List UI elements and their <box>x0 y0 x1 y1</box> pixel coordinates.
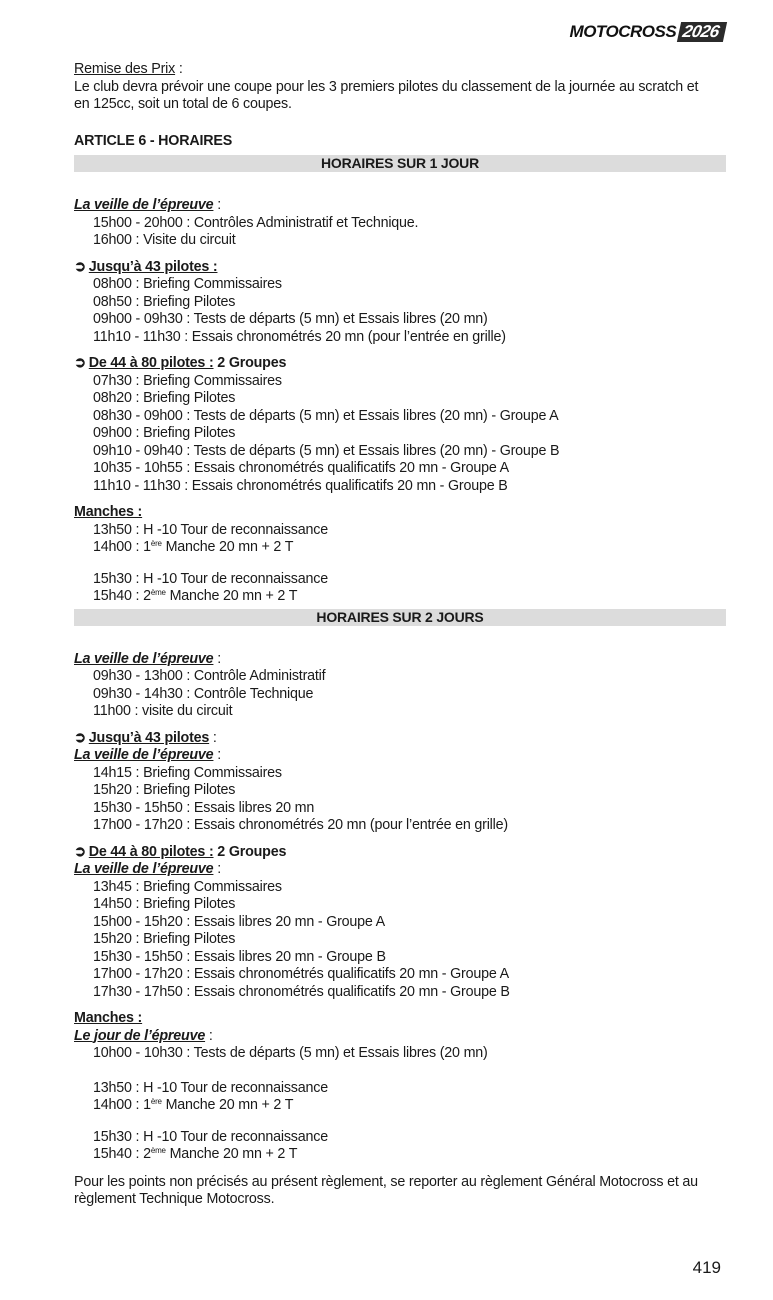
list-item: 07h30 : Briefing Commissaires <box>93 372 282 389</box>
manches-label: Manches : <box>74 1010 143 1026</box>
list-item: 15h20 : Briefing Pilotes <box>93 931 236 947</box>
group1-label: Jusqu’à 43 pilotes <box>88 729 210 746</box>
prize-text-1: Le club devra prévoir une coupe pour les 3 premiers pilotes du classement de la journée au scratch et <box>74 78 699 95</box>
list-item: 09h30 - 13h00 : Contrôle Administratif <box>93 668 326 684</box>
day2-group1-list <box>74 765 726 835</box>
list-item: 08h20 : Briefing Pilotes <box>93 390 236 406</box>
list-item: 10h35 - 10h55 : Essais chronométrés qualificatifs 20 mn - Groupe A <box>93 460 509 476</box>
article-title: ARTICLE 6 - HORAIRES <box>74 132 233 149</box>
day2-group2-list <box>74 879 726 1002</box>
list-item: 09h10 - 09h40 : Tests de départs (5 mn) et Essais libres (20 mn) - Groupe B <box>93 442 560 459</box>
arrow-icon: ➲ <box>74 843 86 860</box>
list-item: 15h30 - 15h50 : Essais libres 20 mn - Groupe B <box>93 948 386 965</box>
list-item: 08h50 : Briefing Pilotes <box>93 293 236 310</box>
list-item: 14h15 : Briefing Commissaires <box>93 764 282 781</box>
day1-group2-list <box>74 373 726 496</box>
list-item: 15h30 : H -10 Tour de reconnaissance <box>93 570 328 587</box>
day2-manches-list <box>74 1045 726 1164</box>
prize-section: Remise des Prix : <box>74 61 183 77</box>
list-item: 15h30 - 15h50 : Essais libres 20 mn <box>93 799 315 816</box>
arrow-icon: ➲ <box>74 729 86 746</box>
list-item: 14h00 : 1ère Manche 20 mn + 2 T <box>93 539 294 555</box>
list-item: 09h00 - 09h30 : Tests de départs (5 mn) et Essais libres (20 mn) <box>93 311 488 327</box>
day1-veille-list <box>74 215 726 250</box>
list-item: 15h30 : H -10 Tour de reconnaissance <box>93 1128 328 1145</box>
list-item: 15h40 : 2ème Manche 20 mn + 2 T <box>93 588 298 604</box>
brand-name: MOTOCROSS <box>569 22 677 41</box>
veille-label: La veille de l’épreuve <box>74 861 214 877</box>
day1-manches-list <box>74 522 726 606</box>
list-item: 16h00 : Visite du circuit <box>93 232 236 248</box>
list-item: 09h30 - 14h30 : Contrôle Technique <box>93 685 314 702</box>
jour-label: Le jour de l’épreuve <box>74 1027 206 1044</box>
list-item: 13h50 : H -10 Tour de reconnaissance <box>93 1079 328 1096</box>
section-bar-1-day: HORAIRES SUR 1 JOUR <box>74 155 726 172</box>
group2-suffix: 2 Groupes <box>217 355 287 371</box>
group2-label: De 44 à 80 pilotes : <box>88 843 214 860</box>
day1-group1-list <box>74 276 726 346</box>
list-item: 15h00 - 20h00 : Contrôles Administratif et Technique. <box>93 214 419 231</box>
day2-veille-list <box>74 668 726 721</box>
footer-note-1: Pour les points non précisés au présent règlement, se reporter au règlement Général Motocross et au <box>74 1173 698 1190</box>
list-item: 11h00 : visite du circuit <box>93 703 233 719</box>
list-item: 14h00 : 1ère Manche 20 mn + 2 T <box>93 1097 294 1113</box>
veille-label: La veille de l’épreuve <box>74 197 214 213</box>
list-item: 13h50 : H -10 Tour de reconnaissance <box>93 521 328 538</box>
list-item: 10h00 - 10h30 : Tests de départs (5 mn) et Essais libres (20 mn) <box>93 1045 488 1061</box>
list-item: 15h20 : Briefing Pilotes <box>93 782 236 798</box>
list-item: 13h45 : Briefing Commissaires <box>93 878 282 895</box>
list-item: 11h10 - 11h30 : Essais chronométrés qualificatifs 20 mn - Groupe B <box>93 477 508 494</box>
list-item: 08h00 : Briefing Commissaires <box>93 276 282 292</box>
list-item: 09h00 : Briefing Pilotes <box>93 425 236 441</box>
manches-label: Manches : <box>74 504 143 520</box>
group1-label: Jusqu’à 43 pilotes : <box>88 258 218 275</box>
veille-label: La veille de l’épreuve <box>74 650 214 667</box>
footer-note-2: règlement Technique Motocross. <box>74 1191 275 1207</box>
group2-label: De 44 à 80 pilotes : <box>88 355 214 371</box>
list-item: 15h00 - 15h20 : Essais libres 20 mn - Groupe A <box>93 913 385 930</box>
prize-title: Remise des Prix <box>74 61 176 77</box>
arrow-icon: ➲ <box>74 258 86 275</box>
document-body: Remise des Prix : Le club devra prévoir une coupe pour les 3 premiers pilotes du classement de la journée au scratch et en 125cc, soit un total de 6 coupes. ARTICLE 6 - HORAIRES HORAIRES SUR 1 JOUR La veille de l’épreuve : 15h00 - 20h00 : Contrôles Administratif et Technique. 16h00 : Visite du circuit ➲ Jusqu’à 43 pilotes : 08h00 : Briefing Commissaires 08h50 : Briefing Pilotes 09h00 - 09h30 : Tests de départs (5 mn) et Essais libres (20 mn) 11h10 - 11h30 : Essais chronométrés 20 mn (pour l’entrée en grille) ➲ De 44 à 80 pilotes : 2 Groupes 07h30 : Briefing Commissaires 08h20 : Briefing Pilotes 08h30 - 09h00 : Tests de départs (5 mn) et Essais libres (20 mn) - Groupe A 09h00 : Briefing Pilotes 09h10 - 09h40 : Tests de départs (5 mn) et Essais libres (20 mn) - Groupe B 10h35 - 10h55 : Essais chronométrés qualificatifs 20 mn - Groupe A 11h10 - 11h30 : Essais chronométrés qualificatifs 20 mn - Groupe B Manches : 13h50 : H -10 Tour de reconnaissance 14h00 : 1ère Manche 20 mn + 2 T 15h30 : H -10 Tour de reconnaissance 15h40 : 2ème Manche 20 mn + 2 T HORAIRES SUR 2 JOURS La veille de l’épreuve : 09h30 - 13h00 : Contrôle Administratif 09h30 - 14h30 : Contrôle Technique 11h00 : visite du circuit ➲ Jusqu’à 43 pilotes : La veille de l’épreuve : 14h15 : Briefing Commissaires 15h20 : Briefing Pilotes 15h30 - 15h50 : Essais libres 20 mn 17h00 - 17h20 : Essais chronométrés 20 mn (pour l’entrée en grille) ➲ De 44 à 80 pilotes : 2 Groupes La veille de l’épreuve : 13h45 : Briefing Commissaires 14h50 : Briefing Pilotes 15h00 - 15h20 : Essais libres 20 mn - Groupe A 15h20 : Briefing Pilotes 15h30 - 15h50 : Essais libres 20 mn - Groupe B 17h00 - 17h20 : Essais chronométrés qualificatifs 20 mn - Groupe A 17h30 - 17h50 : Essais chronométrés qualificatifs 20 mn - Groupe B Manches : Le jour de l’épreuve : 10h00 - 10h30 : Tests de départs (5 mn) et Essais libres (20 mn) 13h50 : H -10 Tour de reconnaissance 14h00 : 1ère Manche 20 mn + 2 T 15h30 : H -10 Tour de reconnaissance 15h40 : 2ème Manche 20 mn + 2 T Pour les points non précisés au présent règlement, se reporter au règlement Général Motocross et au règlement Technique Motocross. <box>74 61 726 1209</box>
page-number: 419 <box>692 1258 721 1277</box>
arrow-icon: ➲ <box>74 355 86 371</box>
brand-year: 2026 <box>677 22 727 42</box>
brand-header <box>570 22 725 42</box>
veille-label: La veille de l’épreuve <box>74 747 214 763</box>
list-item: 14h50 : Briefing Pilotes <box>93 896 236 912</box>
list-item: 17h30 - 17h50 : Essais chronométrés qualificatifs 20 mn - Groupe B <box>93 983 510 1000</box>
section-bar-2-days: HORAIRES SUR 2 JOURS <box>74 609 726 626</box>
group2-suffix: 2 Groupes <box>217 843 287 860</box>
list-item: 08h30 - 09h00 : Tests de départs (5 mn) et Essais libres (20 mn) - Groupe A <box>93 407 559 424</box>
list-item: 15h40 : 2ème Manche 20 mn + 2 T <box>93 1146 298 1162</box>
prize-text-2: en 125cc, soit un total de 6 coupes. <box>74 96 292 112</box>
list-item: 17h00 - 17h20 : Essais chronométrés qualificatifs 20 mn - Groupe A <box>93 966 509 982</box>
list-item: 17h00 - 17h20 : Essais chronométrés 20 mn (pour l’entrée en grille) <box>93 817 508 833</box>
list-item: 11h10 - 11h30 : Essais chronométrés 20 mn (pour l’entrée en grille) <box>93 328 506 345</box>
